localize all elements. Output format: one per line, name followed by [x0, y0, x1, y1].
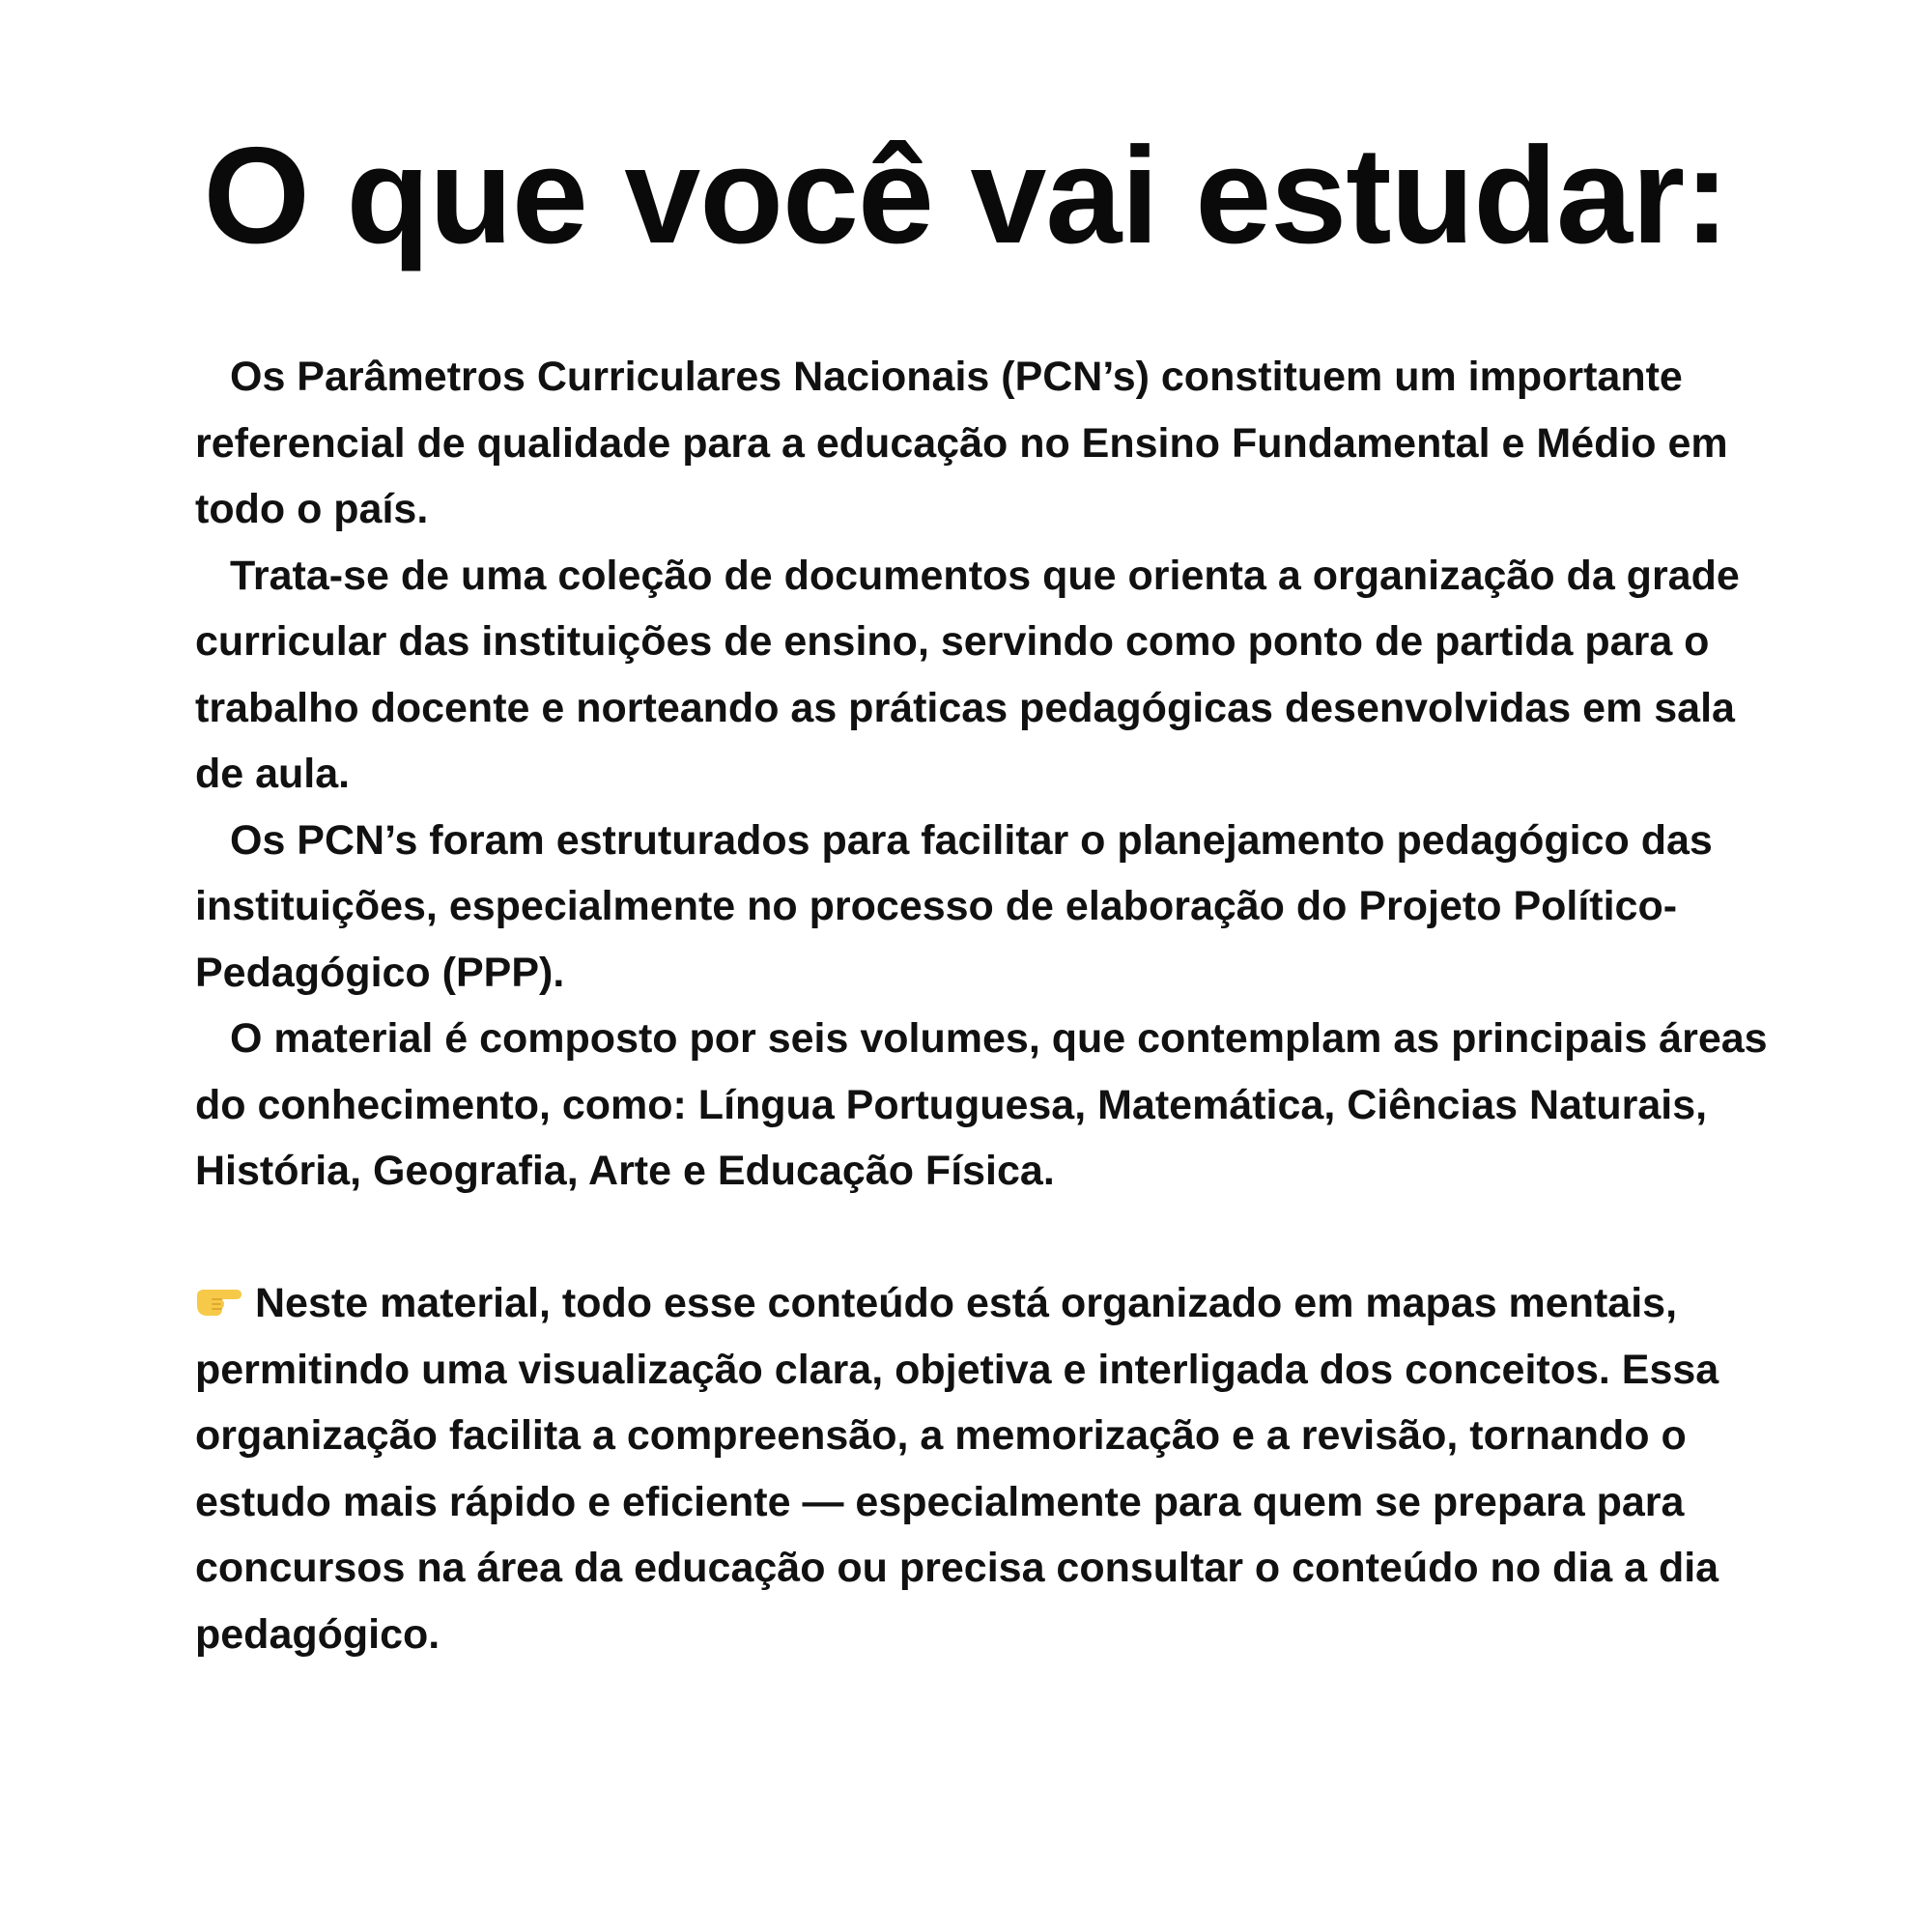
page-title: O que você vai estudar:: [203, 119, 1729, 272]
paragraph-collection: Trata-se de uma coleção de documentos que orienta a organização da grade curricular das instituições de ensino, servindo como ponto de partida para o trabalho docente e norteando as práticas pedagógicas desenvolvidas em sala de aula.: [195, 552, 1740, 797]
paragraph-pcn-intro: Os Parâmetros Curriculares Nacionais (PCN’s) constituem um importante referencial de qualidade para a educação no Ensino Fundamental e Médio em todo o país.: [195, 354, 1728, 532]
hand-shape: [197, 1290, 242, 1316]
paragraph-volumes: O material é composto por seis volumes, que contemplam as principais áreas do conhecimento, como: Língua Portuguesa, Matemática, Ciências Naturais, História, Geografia, Arte e Educação Física.: [195, 1015, 1768, 1194]
pointing-right-hand-icon: [195, 1272, 243, 1307]
body-text: [195, 344, 1779, 1667]
mind-map-note: [195, 1270, 1779, 1667]
mind-map-note-text: Neste material, todo esse conteúdo está organizado em mapas mentais, permitindo uma visualização clara, objetiva e interligada dos conceitos. Essa organização facilita a compreensão, a memorização e a revisão, tornando o estudo mais rápido e eficiente — especialmente para quem se prepara para concursos na área da educação ou precisa consultar o conteúdo no dia a dia pedagógico.: [195, 1280, 1719, 1658]
paragraph-planning: Os PCN’s foram estruturados para facilitar o planejamento pedagógico das instituições, especialmente no processo de elaboração do Projeto Político-Pedagógico (PPP).: [195, 816, 1713, 996]
paragraph-spacer: [195, 1205, 1779, 1271]
